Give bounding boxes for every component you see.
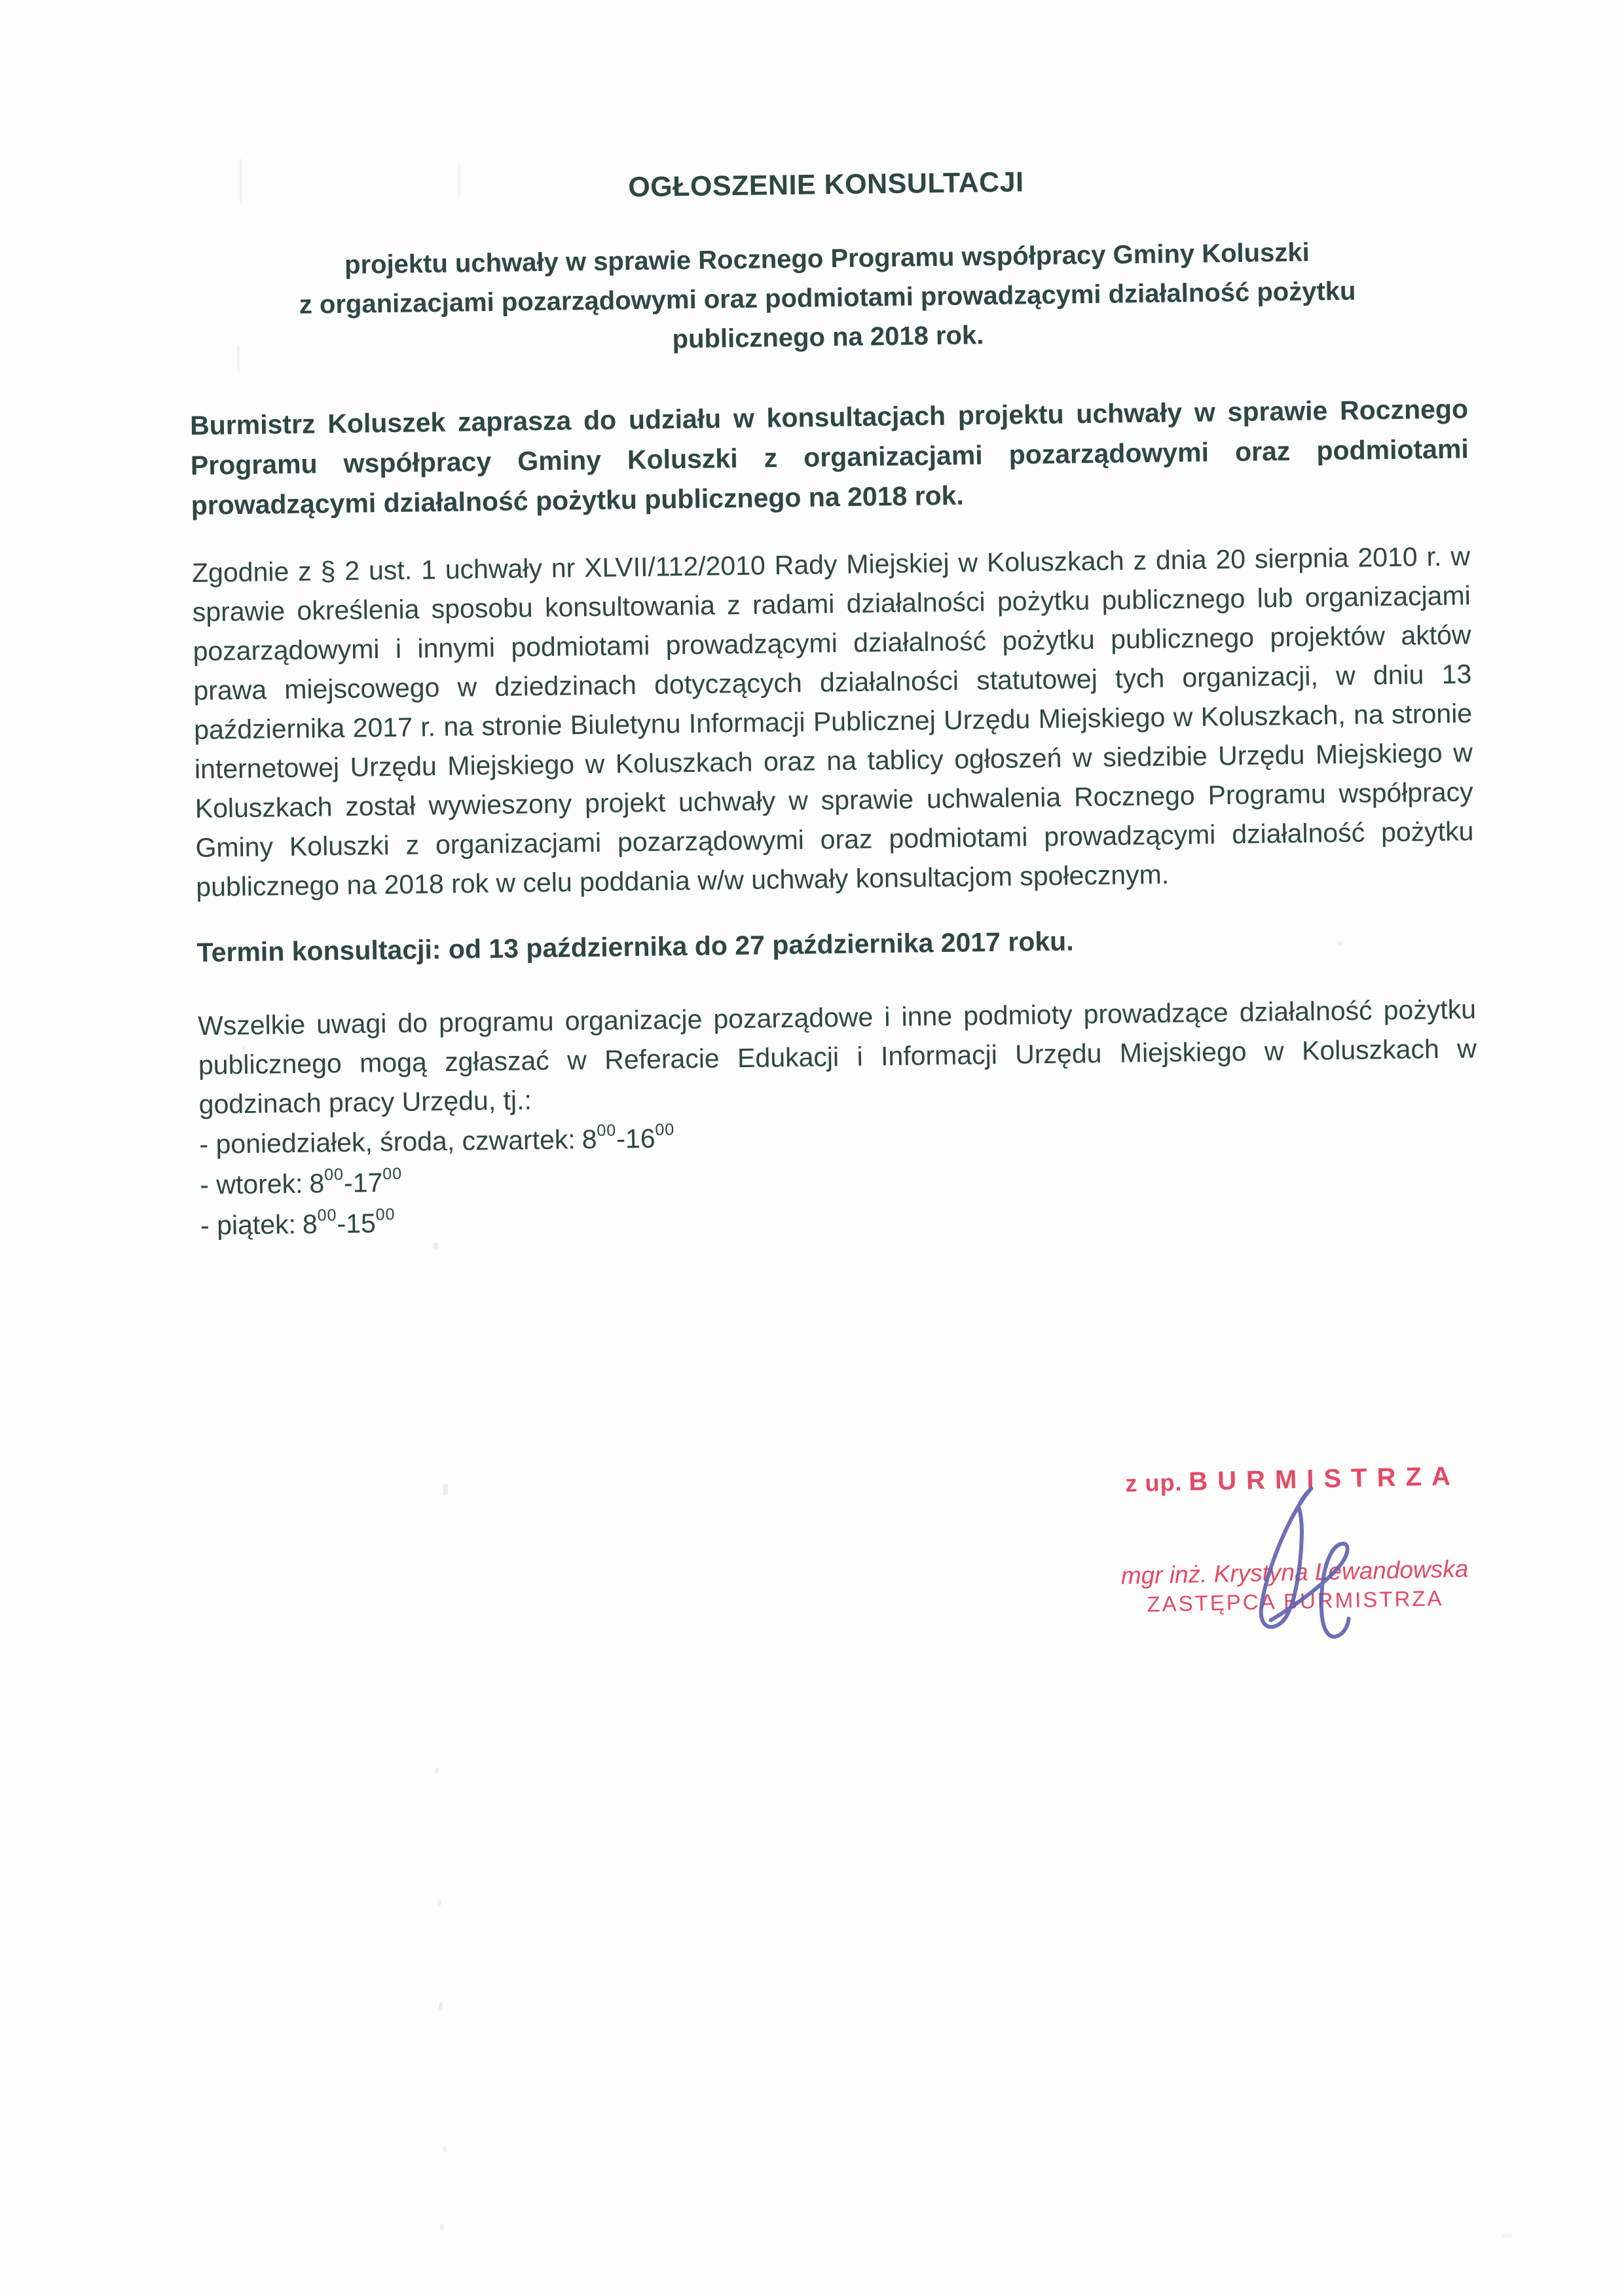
stamp-authorization-prefix: z up. [1125,1468,1183,1497]
scan-artifact [434,1243,438,1250]
office-hours-separator: - [343,1167,354,1198]
office-hours-days: - piątek: [200,1209,297,1241]
office-hours-start: 8 [309,1168,325,1199]
handwritten-signature [1213,1483,1399,1650]
consultation-deadline: Termin konsultacji: od 13 października do 27 października 2017 roku. [196,926,1074,968]
subtitle-line-2: z organizacjami pozarządowymi oraz podmiotami prowadzącymi działalność pożytku [299,276,1356,319]
office-hours-days: - poniedziałek, środa, czwartek: [199,1124,576,1159]
document-content [187,152,1479,1245]
office-hours-start: 8 [581,1123,597,1155]
office-hours-end-sup: 00 [375,1205,396,1224]
scan-artifact [440,2223,444,2231]
scan-artifact [443,2146,447,2152]
office-hours-start-sup: 00 [323,1165,344,1184]
office-hours-start-sup: 00 [317,1206,337,1225]
scan-artifact [439,2002,443,2011]
office-hours-separator: - [616,1123,626,1154]
scan-artifact [443,1484,448,1495]
authorization-stamp [1103,1461,1486,1618]
submission-paragraph: Wszelkie uwagi do programu organizacje pozarządowe i inne podmioty prowadzące działalność pożytku publicznego mogą zgłaszać w Referacie Edukacji i Informacji Urzędu Miejskiego w Koluszkach w godzinach pracy Urzędu, tj.: [197,994,1477,1120]
scan-artifact [435,1768,439,1774]
stamp-signer-name: mgr inż. Krystyna Lewandowska [1120,1555,1469,1590]
scan-artifact [1502,2234,1512,2238]
office-hours-start-sup: 00 [597,1121,617,1140]
office-hours-end: 17 [352,1167,383,1198]
intro-paragraph: Burmistrz Koluszek zaprasza do udziału w konsultacjach projektu uchwały w sprawie Rocznego Programu współpracy Gminy Koluszki z organizacjami pozarządowymi oraz podmiotami prowadzącymi działalność pożytku publicznego na 2018 rok. [189,393,1469,520]
office-hours-end-sup: 00 [655,1120,675,1140]
stamp-office-title: BURMISTRZA [1188,1461,1461,1497]
document-subtitle [188,230,1467,365]
office-hours-separator: - [337,1208,346,1239]
subtitle-line-3: publicznego na 2018 rok. [672,321,984,354]
office-hours-end-sup: 00 [382,1165,403,1184]
document-title: OGŁOSZENIE KONSULTACJI [627,166,1024,204]
office-hours-end: 16 [625,1123,655,1154]
office-hours-days: - wtorek: [200,1168,303,1200]
office-hours-list [199,1107,1479,1246]
subtitle-line-1: projektu uchwały w sprawie Rocznego Programu współpracy Gminy Koluszki [344,238,1310,280]
scan-artifact [437,1900,441,1906]
legal-basis-paragraph: Zgodnie z § 2 ust. 1 uchwały nr XLVII/112/2010 Rady Miejskiej w Koluszkach z dnia 20 sierpnia 2010 r. w sprawie określenia sposobu konsultowania z radami działalności pożytku publicznego lub organizacjami pozarządowymi i innymi podmiotami prowadzącymi działalność pożytku publicznego projektów aktów prawa miejscowego w dziedzinach dotyczących działalności statutowej tych organizacji, w dniu 13 października 2017 r. na stronie Biuletynu Informacji Publicznej Urzędu Miejskiego w Koluszkach, na stronie internetowej Urzędu Miejskiego w Koluszkach oraz na tablicy ogłoszeń w siedzibie Urzędu Miejskiego w Koluszkach został wywieszony projekt uchwały w sprawie uchwalenia Rocznego Programu współpracy Gminy Koluszki z organizacjami pozarządowymi oraz podmiotami prowadzącymi działalność pożytku publicznego na 2018 rok w celu poddania w/w uchwały konsultacjom społecznym. [191,541,1474,902]
stamp-signer-position: ZASTĘPCA BURMISTRZA [1147,1586,1444,1616]
office-hours-start: 8 [302,1209,318,1239]
office-hours-end: 15 [345,1208,377,1239]
